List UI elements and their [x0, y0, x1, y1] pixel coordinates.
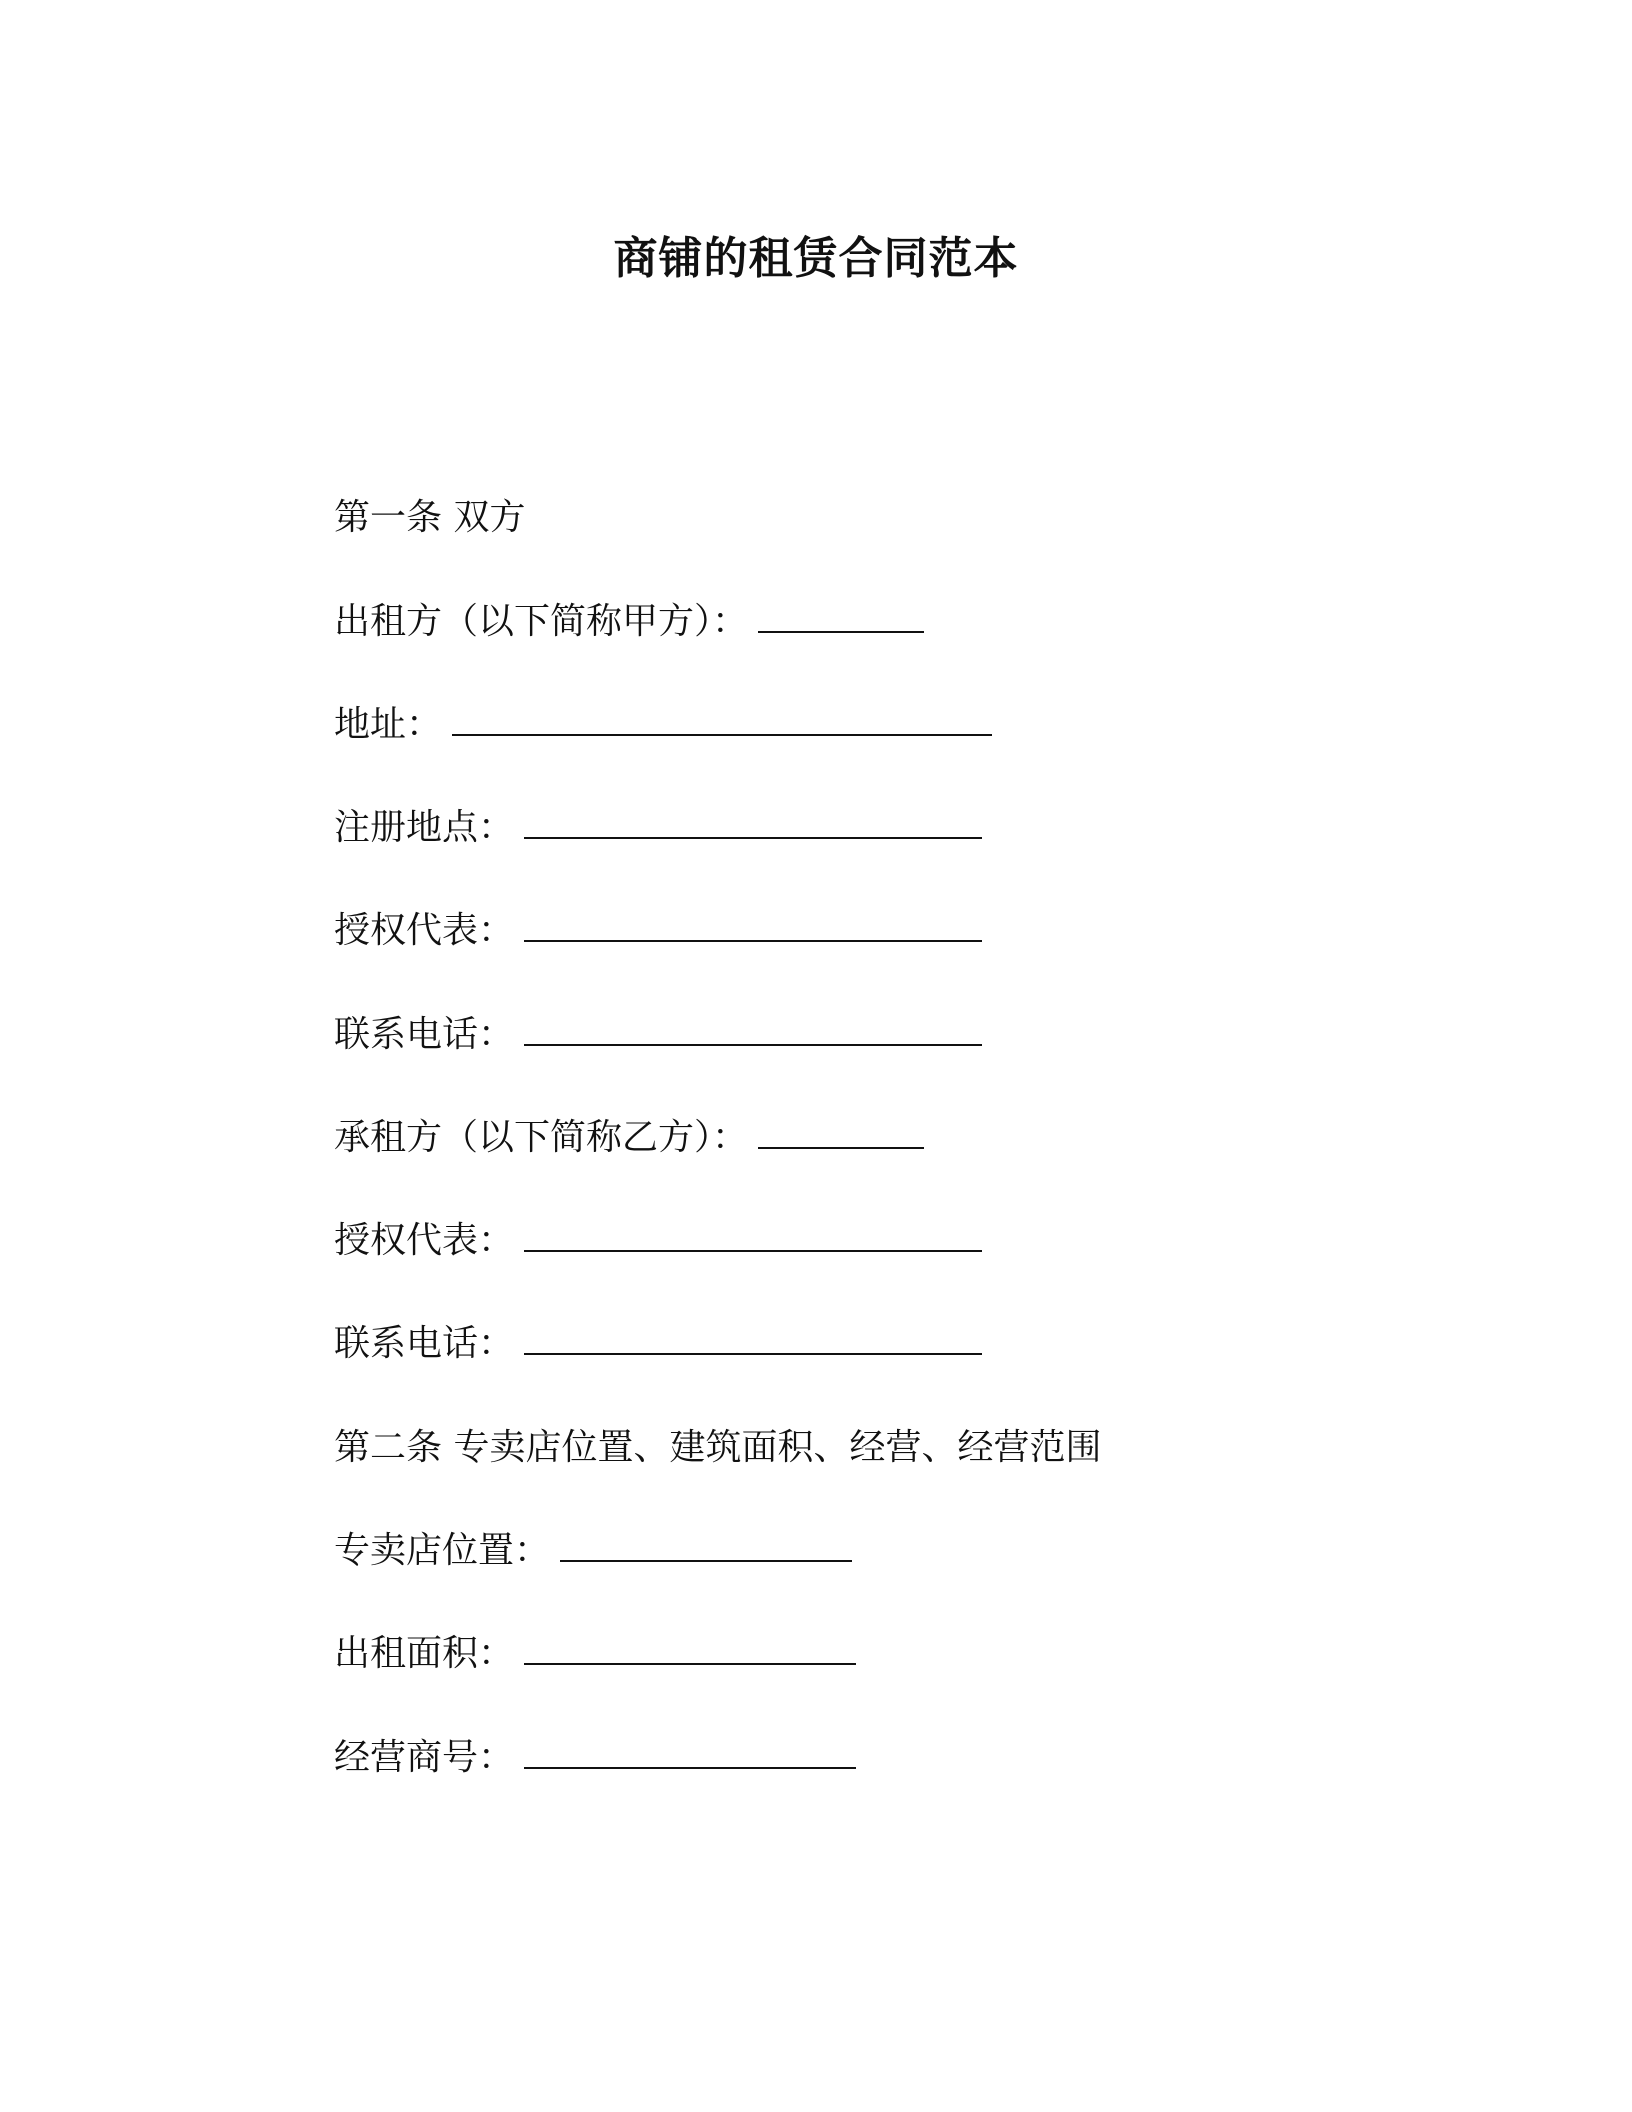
store-location-line	[334, 1529, 852, 1573]
lessee-rep-blank[interactable]	[524, 1220, 982, 1252]
lessor-blank[interactable]	[758, 601, 924, 633]
store-location-label: 专卖店位置：	[334, 1530, 551, 1571]
lessor-phone-line	[334, 1013, 982, 1057]
rental-area-label: 出租面积：	[334, 1633, 515, 1674]
rental-area-blank[interactable]	[524, 1633, 856, 1665]
registered-place-line	[334, 806, 982, 850]
lessee-phone-label: 联系电话：	[334, 1323, 515, 1364]
store-location-blank[interactable]	[560, 1530, 852, 1562]
business-name-label: 经营商号：	[334, 1737, 515, 1778]
lessor-phone-label: 联系电话：	[334, 1014, 515, 1055]
lessor-rep-blank[interactable]	[524, 910, 982, 942]
lessee-label: 承租方（以下简称乙方）：	[334, 1117, 749, 1158]
rental-area-line	[334, 1632, 856, 1676]
address-label: 地址：	[334, 704, 443, 745]
address-line	[334, 703, 992, 747]
registered-place-blank[interactable]	[524, 807, 982, 839]
lessor-label: 出租方（以下简称甲方）：	[334, 601, 749, 642]
article-1-heading-text: 第一条 双方	[334, 497, 526, 538]
lessor-phone-blank[interactable]	[524, 1014, 982, 1046]
lessee-phone-line	[334, 1322, 982, 1366]
lessee-line	[334, 1116, 924, 1160]
lessor-rep-label: 授权代表：	[334, 910, 515, 951]
article-1-heading	[334, 496, 525, 540]
business-name-line	[334, 1736, 856, 1780]
lessee-rep-line	[334, 1219, 982, 1263]
address-blank[interactable]	[452, 704, 992, 736]
article-2-heading	[334, 1426, 1101, 1470]
document-title: 商铺的租赁合同范本	[613, 233, 1019, 284]
lessee-phone-blank[interactable]	[524, 1323, 982, 1355]
business-name-blank[interactable]	[524, 1737, 856, 1769]
lessee-blank[interactable]	[758, 1117, 924, 1149]
lessee-rep-label: 授权代表：	[334, 1220, 515, 1261]
registered-place-label: 注册地点：	[334, 807, 515, 848]
lessor-rep-line	[334, 909, 982, 953]
lessor-line	[334, 600, 924, 644]
article-2-heading-text: 第二条 专卖店位置、建筑面积、经营、经营范围	[334, 1427, 1102, 1468]
